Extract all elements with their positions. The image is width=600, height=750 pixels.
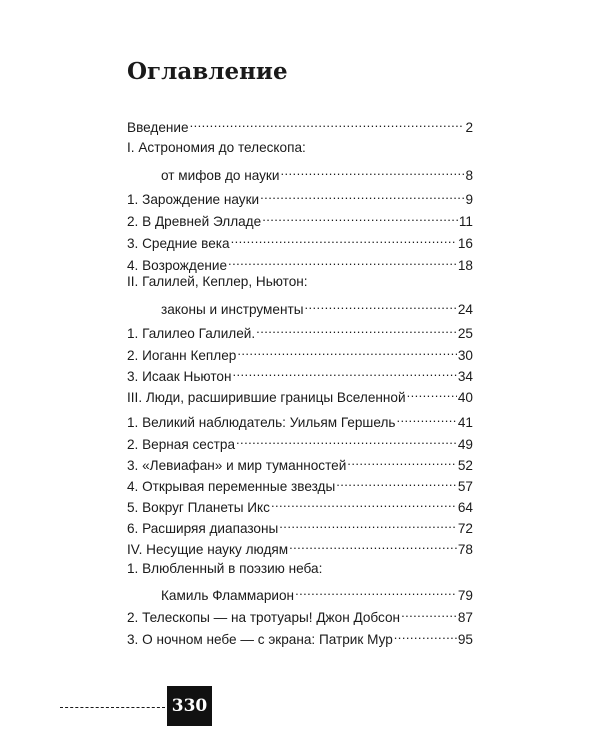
toc-entry (127, 342, 473, 365)
toc-entry-label: 1. Галилео Галилей. (127, 326, 256, 341)
toc-entry (127, 186, 473, 209)
toc-entry-page: 2 (465, 120, 473, 135)
toc-entry-page: 34 (457, 369, 473, 384)
toc-entry-page: 52 (457, 458, 473, 473)
toc-leader (336, 473, 457, 491)
toc-entry (127, 536, 473, 559)
toc-entry-label: III. Люди, расширившие границы Вселенной (127, 390, 406, 405)
toc-entry-label: Введение (127, 120, 189, 135)
page-title: Оглавление (127, 58, 288, 85)
toc-leader (407, 384, 457, 402)
toc-leader (228, 252, 457, 270)
toc-entry (127, 114, 473, 137)
toc-entry-page: 49 (457, 437, 473, 452)
toc-entry (127, 384, 473, 407)
toc-entry-label: 2. Телескопы — на тротуары! Джон Добсон (127, 610, 401, 625)
toc-leader (401, 604, 457, 622)
toc-entry-label: 1. Зарождение науки (127, 192, 260, 207)
toc-leader (237, 342, 457, 360)
toc-entry-page: 41 (457, 415, 473, 430)
toc-entry-label: 4. Возрождение (127, 258, 228, 273)
toc-entry-label: 1. Великий наблюдатель: Уильям Гершель (127, 415, 396, 430)
toc-entry (161, 162, 473, 185)
toc-entry (127, 230, 473, 253)
toc-entry (127, 431, 473, 454)
toc-entry-label: 2. Иоганн Кеплер (127, 348, 237, 363)
toc-entry-page: 16 (457, 236, 473, 251)
toc-leader (279, 515, 457, 533)
toc-entry (127, 515, 473, 538)
toc-entry-page: 64 (457, 500, 473, 515)
toc-entry-page: 40 (457, 390, 473, 405)
toc-entry (127, 409, 473, 432)
toc-leader (304, 296, 456, 314)
toc-entry-label: 2. В Древней Элладе (127, 214, 262, 229)
toc-leader (260, 186, 464, 204)
toc-entry (127, 494, 473, 517)
toc-leader (231, 230, 457, 248)
toc-entry-label: законы и инструменты (161, 302, 304, 317)
toc-leader (256, 320, 457, 338)
toc-leader (347, 452, 457, 470)
toc-entry-label: 4. Открывая переменные звезды (127, 479, 336, 494)
toc-entry-page: 18 (457, 258, 473, 273)
toc-leader (262, 208, 458, 226)
toc-entry-page: 25 (457, 326, 473, 341)
toc-entry-page: 87 (457, 610, 473, 625)
toc-leader (394, 626, 457, 644)
toc-entry-page: 57 (457, 479, 473, 494)
toc-entry-page: 72 (457, 521, 473, 536)
toc-entry-label: от мифов до науки (161, 168, 280, 183)
toc-entry-page: 11 (458, 214, 473, 229)
toc-leader (271, 494, 457, 512)
toc-leader (190, 114, 465, 132)
toc-entry (127, 626, 473, 649)
toc-leader (280, 162, 464, 180)
toc-entry (127, 139, 473, 157)
toc-entry-label: I. Астрономия до телескопа: (127, 140, 306, 155)
toc-entry (161, 582, 473, 605)
toc-entry (127, 320, 473, 343)
toc-leader (232, 363, 456, 381)
toc-entry (127, 363, 473, 386)
page-number-badge: 330 (167, 686, 212, 726)
toc-entry-label: 3. Средние века (127, 236, 230, 251)
toc-leader (295, 582, 457, 600)
toc-entry-page: 9 (465, 192, 473, 207)
toc-entry-page: 79 (457, 588, 473, 603)
toc-entry (127, 473, 473, 496)
toc-entry (127, 208, 473, 231)
toc-entry-label: 6. Расширяя диапазоны (127, 521, 279, 536)
toc-entry-label: 5. Вокруг Планеты Икс (127, 500, 270, 515)
footer-dashed-line (60, 707, 165, 708)
toc-entry-label: 1. Влюбленный в поэзию неба: (127, 561, 323, 576)
toc-entry (127, 560, 473, 578)
toc-leader (396, 409, 456, 427)
toc-entry-page: 30 (457, 348, 473, 363)
toc-entry (127, 452, 473, 475)
toc-entry-label: II. Галилей, Кеплер, Ньютон: (127, 274, 308, 289)
toc-entry-label: Камиль Фламмарион (161, 588, 295, 603)
toc-leader (236, 431, 457, 449)
toc-entry (127, 604, 473, 627)
toc-entry-label: 3. О ночном небе — с экрана: Патрик Мур (127, 632, 393, 647)
toc-entry-label: IV. Несущие науку людям (127, 542, 289, 557)
toc-entry-page: 95 (457, 632, 473, 647)
toc-entry-label: 3. «Левиафан» и мир туманностей (127, 458, 347, 473)
toc-entry (127, 252, 473, 275)
toc-entry (161, 296, 473, 319)
toc-entry-label: 2. Верная сестра (127, 437, 236, 452)
toc-entry (127, 273, 473, 291)
toc-leader (289, 536, 457, 554)
toc-entry-page: 24 (457, 302, 473, 317)
toc-entry-page: 78 (457, 542, 473, 557)
toc-entry-page: 8 (465, 168, 473, 183)
toc-entry-label: 3. Исаак Ньютон (127, 369, 232, 384)
